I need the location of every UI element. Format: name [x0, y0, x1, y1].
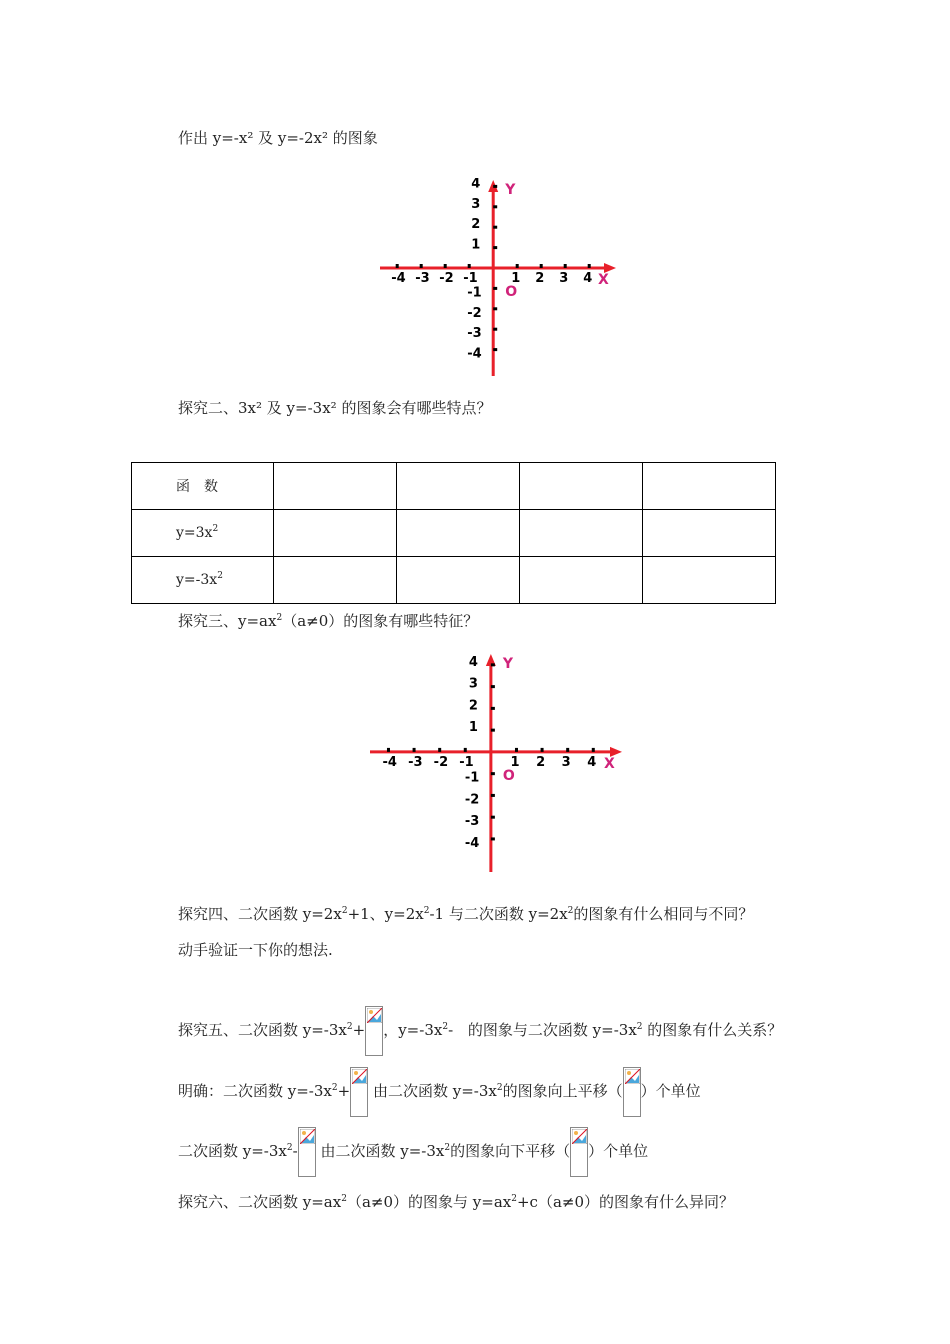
text-fragment: -1 与二次函数 y=2x	[429, 905, 568, 923]
function-y-neg3x2: y=-3x	[176, 572, 218, 588]
y-tick-label: 1	[468, 720, 478, 736]
exponent: 2	[217, 571, 223, 581]
table-row-label	[132, 557, 274, 604]
text-fragment: 明确：二次函数 y=-3x	[178, 1082, 332, 1100]
x-tick-label: -3	[415, 271, 430, 286]
x-tick-label: 2	[536, 754, 546, 770]
y-tick-label: 1	[471, 237, 481, 253]
table-cell	[397, 557, 520, 604]
x-tick	[516, 264, 519, 268]
x-tick-label: -3	[408, 754, 423, 770]
text-fragment: 的图象有什么关系？	[642, 1021, 783, 1039]
y-tick	[493, 205, 497, 208]
x-tick-label: 4	[587, 754, 597, 770]
exponent: 2	[423, 906, 430, 916]
text-fragment: （a≠0）的图象有哪些特征？	[282, 612, 479, 630]
y-tick-label: 3	[468, 676, 478, 692]
origin-label: O	[502, 767, 515, 784]
clarify-2-text	[178, 1126, 648, 1177]
exponent: 2	[212, 524, 219, 534]
text-fragment: 二次函数 y=-3x	[178, 1142, 287, 1160]
exponent: 2	[341, 1194, 347, 1204]
x-axis-label: X	[604, 755, 615, 772]
exponent: 2	[496, 1083, 503, 1093]
table-header-cell: 函 数	[132, 463, 274, 510]
y-tick-label: -2	[464, 792, 480, 808]
inquiry-5-text	[178, 1005, 782, 1056]
table-cell	[643, 557, 776, 604]
inquiry-4-text	[178, 904, 753, 924]
y-tick-label: -4	[467, 346, 482, 362]
function-y-3x2: y=3x	[176, 525, 213, 541]
y-tick-label: -4	[464, 835, 480, 851]
table-cell	[643, 463, 776, 510]
x-tick	[566, 748, 569, 752]
x-tick-label: 1	[510, 754, 520, 770]
x-axis-label: X	[598, 272, 609, 288]
y-axis-label: Y	[505, 182, 516, 198]
exponent: 2	[511, 1194, 517, 1204]
text-fragment: +	[337, 1082, 351, 1100]
text-fragment: 的图象向下平移（	[450, 1142, 571, 1160]
table-row	[132, 510, 776, 557]
x-tick	[540, 264, 543, 268]
x-tick	[541, 748, 544, 752]
text-fragment: -	[292, 1142, 298, 1160]
text-fragment: 的图象有什么相同与不同？	[573, 905, 754, 923]
y-axis-label: Y	[502, 656, 514, 672]
x-tick	[564, 264, 567, 268]
exponent: 2	[442, 1022, 449, 1032]
table-cell	[274, 557, 397, 604]
x-tick-label: -1	[463, 271, 478, 286]
x-tick	[387, 748, 390, 752]
text-fragment: +1、y=2x	[347, 905, 424, 923]
y-tick-label: -3	[464, 814, 480, 830]
y-tick	[491, 772, 495, 775]
x-tick	[468, 264, 471, 268]
y-tick	[491, 794, 495, 797]
x-tick	[396, 264, 399, 268]
table-cell	[520, 557, 643, 604]
x-tick-label: -4	[391, 271, 406, 286]
x-tick	[413, 748, 416, 752]
coordinate-axes-1	[378, 178, 618, 378]
x-tick-label: 4	[583, 271, 593, 286]
text-fragment: 的图象与二次函数 y=-3x	[463, 1021, 637, 1039]
text-fragment: 探究六、二次函数 y=ax	[178, 1193, 342, 1211]
x-tick-label: -2	[433, 754, 449, 770]
text-fragment: 由二次函数 y=-3x	[315, 1142, 445, 1160]
coordinate-axes-svg-2	[368, 652, 624, 874]
y-tick-label: 2	[468, 698, 478, 714]
exponent: 2	[567, 906, 574, 916]
exponent: 2	[444, 1143, 451, 1153]
table-cell	[274, 463, 397, 510]
y-tick-label: 4	[468, 654, 478, 670]
y-tick-label: -1	[464, 770, 480, 786]
text-fragment: （a≠0）的图象与 y=ax	[346, 1193, 512, 1211]
y-tick-label: -1	[467, 285, 482, 301]
x-tick	[592, 748, 595, 752]
inquiry-6-text	[178, 1192, 734, 1212]
x-tick	[515, 748, 518, 752]
origin-label: O	[505, 284, 518, 300]
y-tick	[491, 729, 495, 732]
text-fragment: 探究三、y=ax	[178, 612, 277, 630]
x-tick	[464, 748, 467, 752]
exponent: 2	[276, 613, 283, 623]
text-fragment: +c（a≠0）的图象有什么异同？	[516, 1193, 734, 1211]
y-tick	[493, 185, 497, 188]
y-tick-label: 3	[471, 196, 481, 212]
image-placeholder-icon	[298, 1127, 316, 1177]
text-fragment: 探究四、二次函数 y=2x	[178, 905, 342, 923]
y-tick	[491, 685, 495, 688]
x-tick-label: -2	[439, 271, 454, 286]
table-cell	[520, 510, 643, 557]
exponent: 2	[331, 1083, 338, 1093]
table-cell	[643, 510, 776, 557]
y-tick-label: 2	[471, 217, 481, 233]
coordinate-axes-svg-1	[378, 178, 618, 378]
y-tick	[491, 663, 495, 666]
feature-table	[131, 462, 776, 604]
text-fragment: 由二次函数 y=-3x	[368, 1082, 497, 1100]
table-cell	[397, 510, 520, 557]
text-fragment: +	[352, 1021, 366, 1039]
text-fragment: ）个单位	[588, 1142, 649, 1160]
table-row	[132, 463, 776, 510]
y-tick-label: 4	[471, 178, 481, 192]
y-tick	[493, 328, 497, 331]
table-row	[132, 557, 776, 604]
task-1-text: 作出 y=-x² 及 y=-2x² 的图象	[178, 129, 378, 147]
exponent: 2	[636, 1022, 643, 1032]
y-tick	[491, 816, 495, 819]
y-tick-label: -3	[467, 326, 482, 342]
exponent: 2	[346, 1022, 353, 1032]
x-tick-label: 3	[559, 271, 569, 286]
clarify-1-text	[178, 1066, 701, 1117]
text-fragment: ，y=-3x	[383, 1021, 443, 1039]
x-tick-label: 3	[561, 754, 571, 770]
table-cell	[397, 463, 520, 510]
y-tick	[493, 287, 497, 290]
y-tick	[493, 226, 497, 229]
image-placeholder-icon	[350, 1067, 368, 1117]
x-tick	[444, 264, 447, 268]
coordinate-axes-2	[368, 652, 624, 874]
x-tick	[588, 264, 591, 268]
inquiry-3-text	[178, 611, 478, 631]
image-placeholder-icon	[365, 1006, 383, 1056]
x-tick	[438, 748, 441, 752]
text-fragment: 探究五、二次函数 y=-3x	[178, 1021, 347, 1039]
exponent: 2	[341, 906, 348, 916]
y-tick	[493, 307, 497, 310]
text-fragment: -	[448, 1021, 454, 1039]
x-tick-label: 1	[511, 271, 521, 286]
table-cell	[520, 463, 643, 510]
y-tick	[491, 837, 495, 840]
x-tick	[420, 264, 423, 268]
text-fragment: ）个单位	[640, 1082, 701, 1100]
x-tick-label: 2	[535, 271, 545, 286]
image-placeholder-icon	[570, 1127, 588, 1177]
text-fragment: 的图象向上平移（	[502, 1082, 623, 1100]
image-placeholder-icon	[623, 1067, 641, 1117]
table-cell	[274, 510, 397, 557]
table-row-label	[132, 510, 274, 557]
x-tick-label: -4	[382, 754, 397, 770]
y-tick	[493, 246, 497, 249]
exponent: 2	[286, 1143, 293, 1153]
inquiry-2-text: 探究二、3x² 及 y=-3x² 的图象会有哪些特点？	[178, 399, 492, 417]
x-tick-label: -1	[459, 754, 474, 770]
y-tick	[493, 348, 497, 351]
y-tick-label: -2	[467, 305, 482, 321]
inquiry-4-hint: 动手验证一下你的想法.	[178, 941, 333, 959]
y-tick	[491, 707, 495, 710]
